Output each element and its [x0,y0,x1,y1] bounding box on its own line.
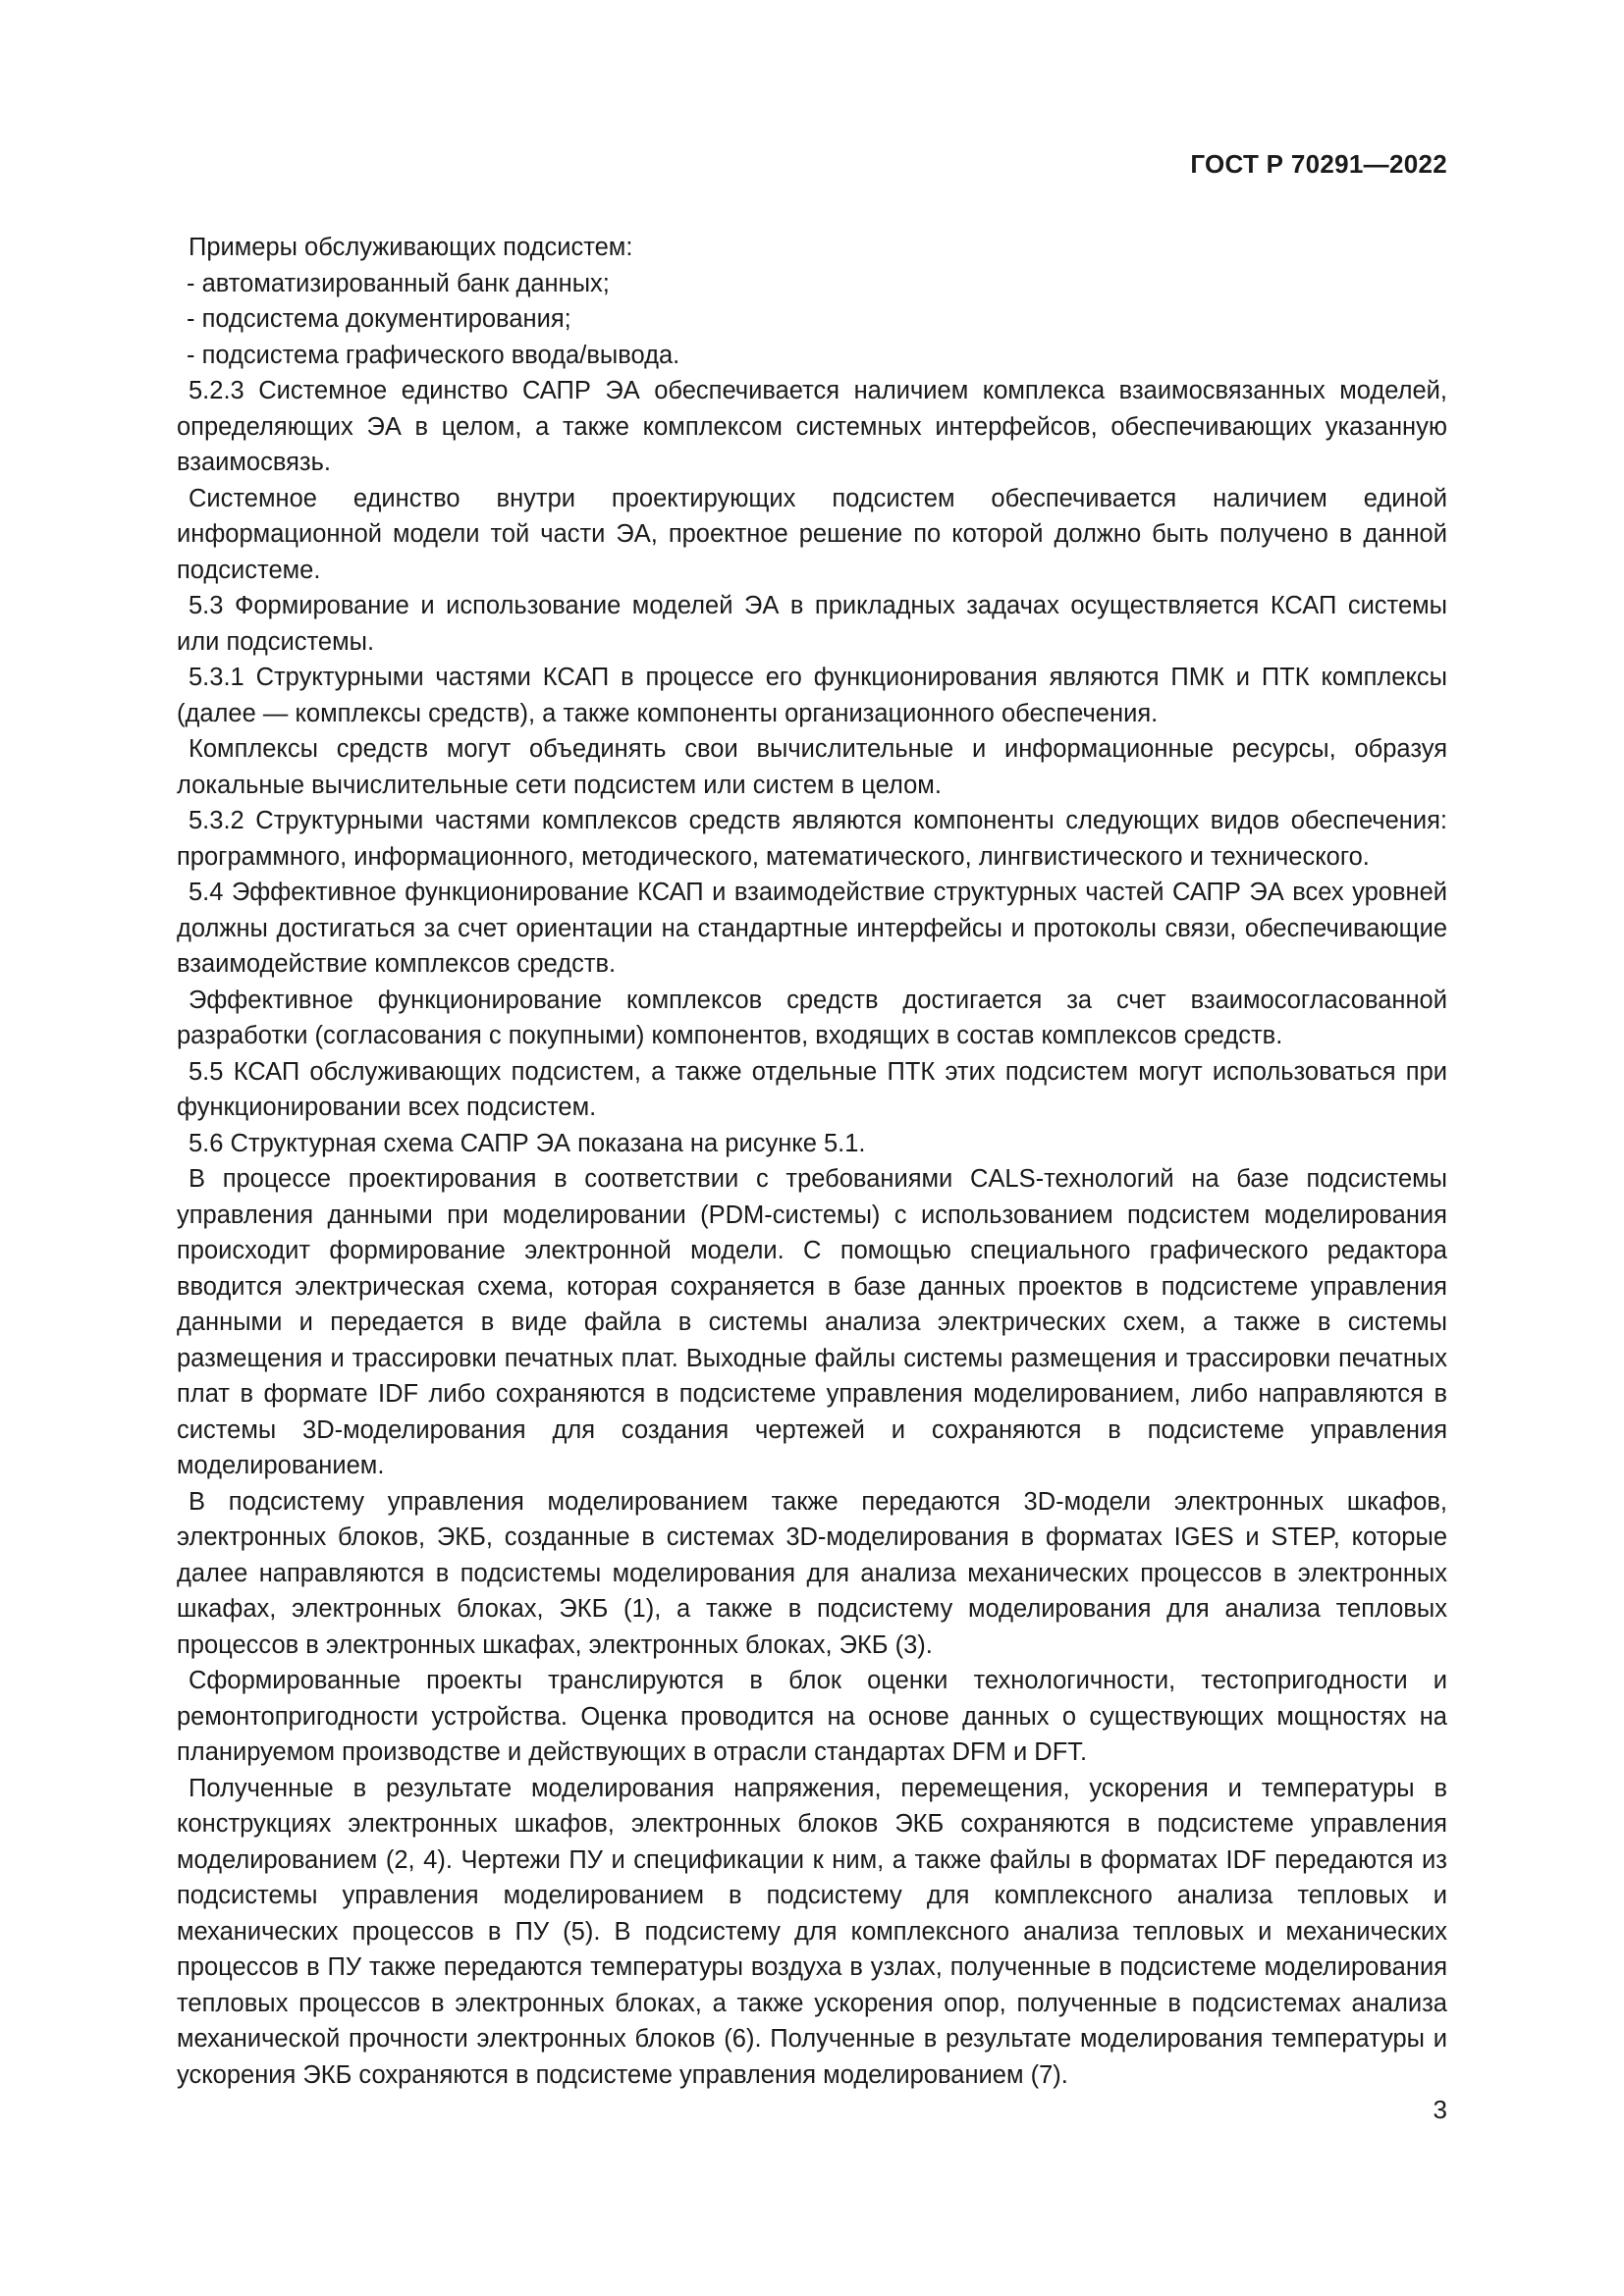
paragraph-5-4: 5.4 Эффективное функционирование КСАП и взаимодействие структурных частей САПР ЭА всех уровней должны достигаться за счет ориентации на стандартные интерфейсы и протоколы связи, обеспечивающие взаимодействие комплексов средств. [177,879,1447,978]
paragraph-5-3-2: 5.3.2 Структурными частями комплексов средств являются компоненты следующих видов обеспечения: программного, информационного, методического, математического, лингвистического и технического. [177,807,1447,871]
paragraph: Комплексы средств могут объединять свои вычислительные и информационные ресурсы, образуя локальные вычислительные сети подсистем или систем в целом. [177,735,1447,799]
paragraph: В подсистему управления моделированием также передаются 3D-модели электронных шкафов, электронных блоков, ЭКБ, созданные в системах 3D-моделирования в форматах IGES и STEP, которые далее направляются в подсистемы моделирования для анализа механических процессов в электронных шкафах, электронных блоках, ЭКБ (1), а также в подсистему моделирования для анализа тепловых процессов в электронных шкафах, электронных блоках, ЭКБ (3). [177,1487,1447,1659]
paragraph-5-6: 5.6 Структурная схема САПР ЭА показана на рисунке 5.1. [189,1129,866,1157]
page-number: 3 [1433,2095,1447,2124]
paragraph: Эффективное функционирование комплексов средств достигается за счет взаимосогласованной разработки (согласования с покупными) компонентов, входящих в состав комплексов средств. [177,986,1447,1049]
paragraph-5-3: 5.3 Формирование и использование моделей ЭА в прикладных задачах осуществляется КСАП системы или подсистемы. [177,592,1447,656]
list-item: - подсистема графического ввода/вывода. [187,341,680,369]
list-item: - автоматизированный банк данных; [187,269,610,297]
document-code-header: ГОСТ Р 70291—2022 [1190,149,1447,179]
list-item: - подсистема документирования; [187,305,571,333]
paragraph-5-5: 5.5 КСАП обслуживающих подсистем, а также отдельные ПТК этих подсистем могут использоваться при функционировании всех подсистем. [177,1057,1447,1121]
paragraph: Сформированные проекты транслируются в блок оценки технологичности, тестопригодности и ремонтопригодности устройства. Оценка проводится на основе данных о существующих мощностях на планируемом производстве и действующих в отрасли стандартах DFM и DFT. [177,1667,1447,1766]
paragraph-5-2-3: 5.2.3 Системное единство САПР ЭА обеспечивается наличием комплекса взаимосвязанных моделей, определяющих ЭА в целом, а также комплексом системных интерфейсов, обеспечивающих указанную взаимосвязь. [177,377,1447,476]
paragraph: Системное единство внутри проектирующих подсистем обеспечивается наличием единой информационной модели той части ЭА, проектное решение по которой должно быть получено в данной подсистеме. [177,484,1447,584]
paragraph: Полученные в результате моделирования напряжения, перемещения, ускорения и температуры в конструкциях электронных шкафов, электронных блоков ЭКБ сохраняются в подсистеме управления моделированием (2, 4). Чертежи ПУ и спецификации к ним, а также файлы в форматах IDF передаются из подсистемы управления моделированием в подсистему для комплексного анализа тепловых и механических процессов в ПУ (5). В подсистему для комплексного анализа тепловых и механических процессов в ПУ также передаются температуры воздуха в узлах, полученные в подсистеме моделирования тепловых процессов в электронных блоках, а также ускорения опор, полученные в подсистемах анализа механической прочности электронных блоков (6). Полученные в результате моделирования температуры и ускорения ЭКБ сохраняются в подсистеме управления моделированием (7). [177,1774,1447,2089]
subsystem-list [177,266,1447,374]
list-intro: Примеры обслуживающих подсистем: [189,234,633,261]
paragraph-5-3-1: 5.3.1 Структурными частями КСАП в процессе его функционирования являются ПМК и ПТК комплексы (далее — комплексы средств), а также компоненты организационного обеспечения. [177,664,1447,727]
document-body [177,230,1447,2093]
paragraph: В процессе проектирования в соответствии с требованиями CALS-технологий на базе подсистемы управления данными при моделировании (PDM-системы) с использованием подсистем моделирования происходит формирование электронной модели. С помощью специального графического редактора вводится электрическая схема, которая сохраняется в базе данных проектов в подсистеме управления данными и передается в виде файла в системы анализа электрических схем, а также в системы размещения и трассировки печатных плат. Выходные файлы системы размещения и трассировки печатных плат в формате IDF либо сохраняются в подсистеме управления моделированием, либо направляются в системы 3D-моделирования для создания чертежей и сохраняются в подсистеме управления моделированием. [177,1165,1447,1479]
